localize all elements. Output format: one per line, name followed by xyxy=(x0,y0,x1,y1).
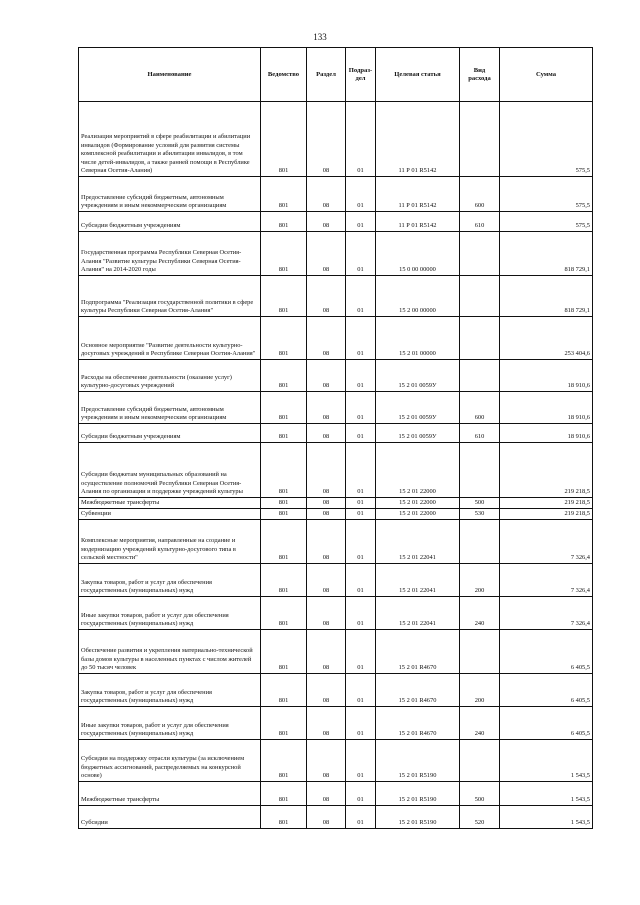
row-name: Государственная программа Республики Северная Осетия-Алания "Развитие культуры Республики Северная Осетия-Алания" на 2014-2020 годы xyxy=(79,232,261,276)
row-expense-type: 200 xyxy=(460,674,500,707)
row-department: 801 xyxy=(261,498,307,509)
row-name: Закупка товаров, работ и услуг для обеспечения государственных (муниципальных) нужд xyxy=(79,674,261,707)
row-target-article: 11 Р 01 R5142 xyxy=(376,177,460,212)
row-target-article: 11 Р 01 R5142 xyxy=(376,212,460,232)
table-row xyxy=(79,360,593,392)
row-target-article: 15 2 01 0059У xyxy=(376,392,460,424)
row-target-article: 15 2 01 R5190 xyxy=(376,740,460,782)
row-expense-type: 240 xyxy=(460,597,500,630)
row-target-article: 15 2 01 R4670 xyxy=(376,707,460,740)
row-department: 801 xyxy=(261,520,307,564)
header-target-article: Целевая статья xyxy=(376,48,460,102)
row-section: 08 xyxy=(307,509,346,520)
row-name: Предоставление субсидий бюджетным, автономным учреждениям и иным некоммерческим организациям xyxy=(79,392,261,424)
row-department: 801 xyxy=(261,740,307,782)
header-section: Раздел xyxy=(307,48,346,102)
page-number: 133 xyxy=(313,32,327,42)
row-name: Основное мероприятие "Развитие деятельности культурно-досуговых учреждений в Республике Северная Осетия-Алания" xyxy=(79,317,261,360)
row-expense-type xyxy=(460,740,500,782)
row-section: 08 xyxy=(307,317,346,360)
row-expense-type: 610 xyxy=(460,424,500,443)
row-subsection: 01 xyxy=(346,443,376,498)
row-target-article: 15 2 01 0059У xyxy=(376,424,460,443)
row-department: 801 xyxy=(261,597,307,630)
row-subsection: 01 xyxy=(346,392,376,424)
table-row xyxy=(79,177,593,212)
row-target-article: 11 Р 01 R5142 xyxy=(376,102,460,177)
row-sum: 575,5 xyxy=(500,102,593,177)
row-department: 801 xyxy=(261,674,307,707)
row-expense-type xyxy=(460,630,500,674)
row-subsection: 01 xyxy=(346,740,376,782)
row-subsection: 01 xyxy=(346,498,376,509)
row-target-article: 15 2 01 22000 xyxy=(376,509,460,520)
table-row xyxy=(79,740,593,782)
row-target-article: 15 2 01 22041 xyxy=(376,597,460,630)
row-section: 08 xyxy=(307,564,346,597)
table-row xyxy=(79,782,593,806)
row-expense-type: 610 xyxy=(460,212,500,232)
row-name: Иные закупки товаров, работ и услуг для обеспечения государственных (муниципальных) нужд xyxy=(79,597,261,630)
row-section: 08 xyxy=(307,102,346,177)
row-expense-type: 520 xyxy=(460,806,500,829)
row-department: 801 xyxy=(261,317,307,360)
table-row xyxy=(79,498,593,509)
row-target-article: 15 2 01 R5190 xyxy=(376,782,460,806)
row-name: Субсидии xyxy=(79,806,261,829)
row-subsection: 01 xyxy=(346,360,376,392)
row-department: 801 xyxy=(261,212,307,232)
header-subsection: Подраз- дел xyxy=(346,48,376,102)
row-expense-type: 600 xyxy=(460,392,500,424)
row-target-article: 15 2 01 22000 xyxy=(376,498,460,509)
row-department: 801 xyxy=(261,707,307,740)
row-name: Субвенции xyxy=(79,509,261,520)
row-name: Закупка товаров, работ и услуг для обеспечения государственных (муниципальных) нужд xyxy=(79,564,261,597)
table-row xyxy=(79,102,593,177)
row-expense-type xyxy=(460,317,500,360)
row-subsection: 01 xyxy=(346,520,376,564)
row-sum: 6 405,5 xyxy=(500,707,593,740)
row-subsection: 01 xyxy=(346,707,376,740)
budget-table xyxy=(78,47,593,829)
row-sum: 7 326,4 xyxy=(500,564,593,597)
row-department: 801 xyxy=(261,392,307,424)
row-section: 08 xyxy=(307,212,346,232)
row-sum: 18 910,6 xyxy=(500,392,593,424)
row-name: Обеспечение развития и укрепления материально-технической базы домов культуры в населенных пунктах с числом жителей до 50 тысяч человек xyxy=(79,630,261,674)
row-sum: 18 910,6 xyxy=(500,360,593,392)
row-expense-type xyxy=(460,232,500,276)
row-department: 801 xyxy=(261,424,307,443)
row-subsection: 01 xyxy=(346,177,376,212)
row-section: 08 xyxy=(307,674,346,707)
header-name: Наименование xyxy=(79,48,261,102)
row-target-article: 15 0 00 00000 xyxy=(376,232,460,276)
row-name: Подпрограмма "Реализация государственной политики в сфере культуры Республики Северная Осетия-Алания" xyxy=(79,276,261,317)
row-target-article: 15 2 01 R4670 xyxy=(376,630,460,674)
row-target-article: 15 2 01 22041 xyxy=(376,520,460,564)
header-expense-type: Вид расхода xyxy=(460,48,500,102)
row-expense-type xyxy=(460,276,500,317)
header-department: Ведомство xyxy=(261,48,307,102)
table-header xyxy=(79,48,593,102)
row-subsection: 01 xyxy=(346,630,376,674)
row-name: Субсидии на поддержку отрасли культуры (за исключением бюджетных ассигнований, распределяемых на конкурсной основе) xyxy=(79,740,261,782)
row-section: 08 xyxy=(307,232,346,276)
header-sum: Сумма xyxy=(500,48,593,102)
row-sum: 253 404,6 xyxy=(500,317,593,360)
row-target-article: 15 2 01 00000 xyxy=(376,317,460,360)
row-expense-type: 530 xyxy=(460,509,500,520)
row-subsection: 01 xyxy=(346,782,376,806)
row-department: 801 xyxy=(261,276,307,317)
row-section: 08 xyxy=(307,630,346,674)
row-sum: 575,5 xyxy=(500,212,593,232)
row-sum: 1 543,5 xyxy=(500,740,593,782)
table-row xyxy=(79,276,593,317)
row-sum: 6 405,5 xyxy=(500,630,593,674)
row-section: 08 xyxy=(307,782,346,806)
row-target-article: 15 2 01 22000 xyxy=(376,443,460,498)
row-subsection: 01 xyxy=(346,102,376,177)
table-row xyxy=(79,509,593,520)
row-section: 08 xyxy=(307,806,346,829)
row-section: 08 xyxy=(307,360,346,392)
row-expense-type: 600 xyxy=(460,177,500,212)
row-expense-type: 200 xyxy=(460,564,500,597)
row-target-article: 15 2 01 R4670 xyxy=(376,674,460,707)
row-subsection: 01 xyxy=(346,674,376,707)
row-target-article: 15 2 01 R5190 xyxy=(376,806,460,829)
row-target-article: 15 2 01 0059У xyxy=(376,360,460,392)
row-subsection: 01 xyxy=(346,232,376,276)
row-name: Предоставление субсидий бюджетным, автономным учреждениям и иным некоммерческим организациям xyxy=(79,177,261,212)
row-expense-type: 500 xyxy=(460,498,500,509)
row-name: Комплексные мероприятия, направленные на создание и модернизацию учреждений культурно-досугового типа в сельской местности" xyxy=(79,520,261,564)
row-section: 08 xyxy=(307,498,346,509)
row-section: 08 xyxy=(307,392,346,424)
row-department: 801 xyxy=(261,806,307,829)
table-row xyxy=(79,597,593,630)
row-name: Реализация мероприятий в сфере реабилитации и абилитации инвалидов (Формирование условий для развития системы комплексной реабилитации и абилитации инвалидов, в том числе детей-инвалидов, а также ранней помощи в Республике Северная Осетия-Алания) xyxy=(79,102,261,177)
row-department: 801 xyxy=(261,102,307,177)
row-section: 08 xyxy=(307,597,346,630)
row-department: 801 xyxy=(261,177,307,212)
row-target-article: 15 2 01 22041 xyxy=(376,564,460,597)
row-sum: 219 218,5 xyxy=(500,498,593,509)
row-section: 08 xyxy=(307,443,346,498)
table-row xyxy=(79,424,593,443)
row-expense-type xyxy=(460,443,500,498)
row-department: 801 xyxy=(261,630,307,674)
table-row xyxy=(79,232,593,276)
row-subsection: 01 xyxy=(346,276,376,317)
table-row xyxy=(79,520,593,564)
row-subsection: 01 xyxy=(346,806,376,829)
row-department: 801 xyxy=(261,232,307,276)
row-name: Субсидии бюджетным учреждениям xyxy=(79,212,261,232)
table-row xyxy=(79,212,593,232)
row-sum: 1 543,5 xyxy=(500,806,593,829)
row-subsection: 01 xyxy=(346,509,376,520)
row-target-article: 15 2 00 00000 xyxy=(376,276,460,317)
row-sum: 6 405,5 xyxy=(500,674,593,707)
row-department: 801 xyxy=(261,509,307,520)
row-section: 08 xyxy=(307,740,346,782)
row-expense-type xyxy=(460,360,500,392)
table-row xyxy=(79,674,593,707)
row-name: Субсидии бюджетам муниципальных образований на осуществление полномочий Республики Северная Осетия-Алания по организации и поддержке учреждений культуры xyxy=(79,443,261,498)
table-row xyxy=(79,630,593,674)
row-name: Межбюджетные трансферты xyxy=(79,782,261,806)
table-row xyxy=(79,806,593,829)
row-subsection: 01 xyxy=(346,424,376,443)
row-sum: 575,5 xyxy=(500,177,593,212)
table-row xyxy=(79,707,593,740)
row-sum: 1 543,5 xyxy=(500,782,593,806)
row-name: Расходы на обеспечение деятельности (оказание услуг) культурно-досуговых учреждений xyxy=(79,360,261,392)
table-row xyxy=(79,317,593,360)
table-row xyxy=(79,564,593,597)
row-section: 08 xyxy=(307,177,346,212)
row-section: 08 xyxy=(307,707,346,740)
row-section: 08 xyxy=(307,276,346,317)
row-department: 801 xyxy=(261,360,307,392)
row-expense-type xyxy=(460,520,500,564)
row-sum: 7 326,4 xyxy=(500,520,593,564)
table-body xyxy=(79,102,593,829)
row-name: Субсидии бюджетным учреждениям xyxy=(79,424,261,443)
table-row xyxy=(79,392,593,424)
row-sum: 818 729,1 xyxy=(500,276,593,317)
row-subsection: 01 xyxy=(346,317,376,360)
row-subsection: 01 xyxy=(346,212,376,232)
row-sum: 818 729,1 xyxy=(500,232,593,276)
row-sum: 7 326,4 xyxy=(500,597,593,630)
row-expense-type: 500 xyxy=(460,782,500,806)
row-department: 801 xyxy=(261,443,307,498)
row-name: Межбюджетные трансферты xyxy=(79,498,261,509)
row-name: Иные закупки товаров, работ и услуг для обеспечения государственных (муниципальных) нужд xyxy=(79,707,261,740)
row-sum: 219 218,5 xyxy=(500,509,593,520)
row-section: 08 xyxy=(307,520,346,564)
row-expense-type xyxy=(460,102,500,177)
row-department: 801 xyxy=(261,782,307,806)
table-row xyxy=(79,443,593,498)
row-department: 801 xyxy=(261,564,307,597)
row-section: 08 xyxy=(307,424,346,443)
row-subsection: 01 xyxy=(346,564,376,597)
row-sum: 219 218,5 xyxy=(500,443,593,498)
row-subsection: 01 xyxy=(346,597,376,630)
row-expense-type: 240 xyxy=(460,707,500,740)
row-sum: 18 910,6 xyxy=(500,424,593,443)
